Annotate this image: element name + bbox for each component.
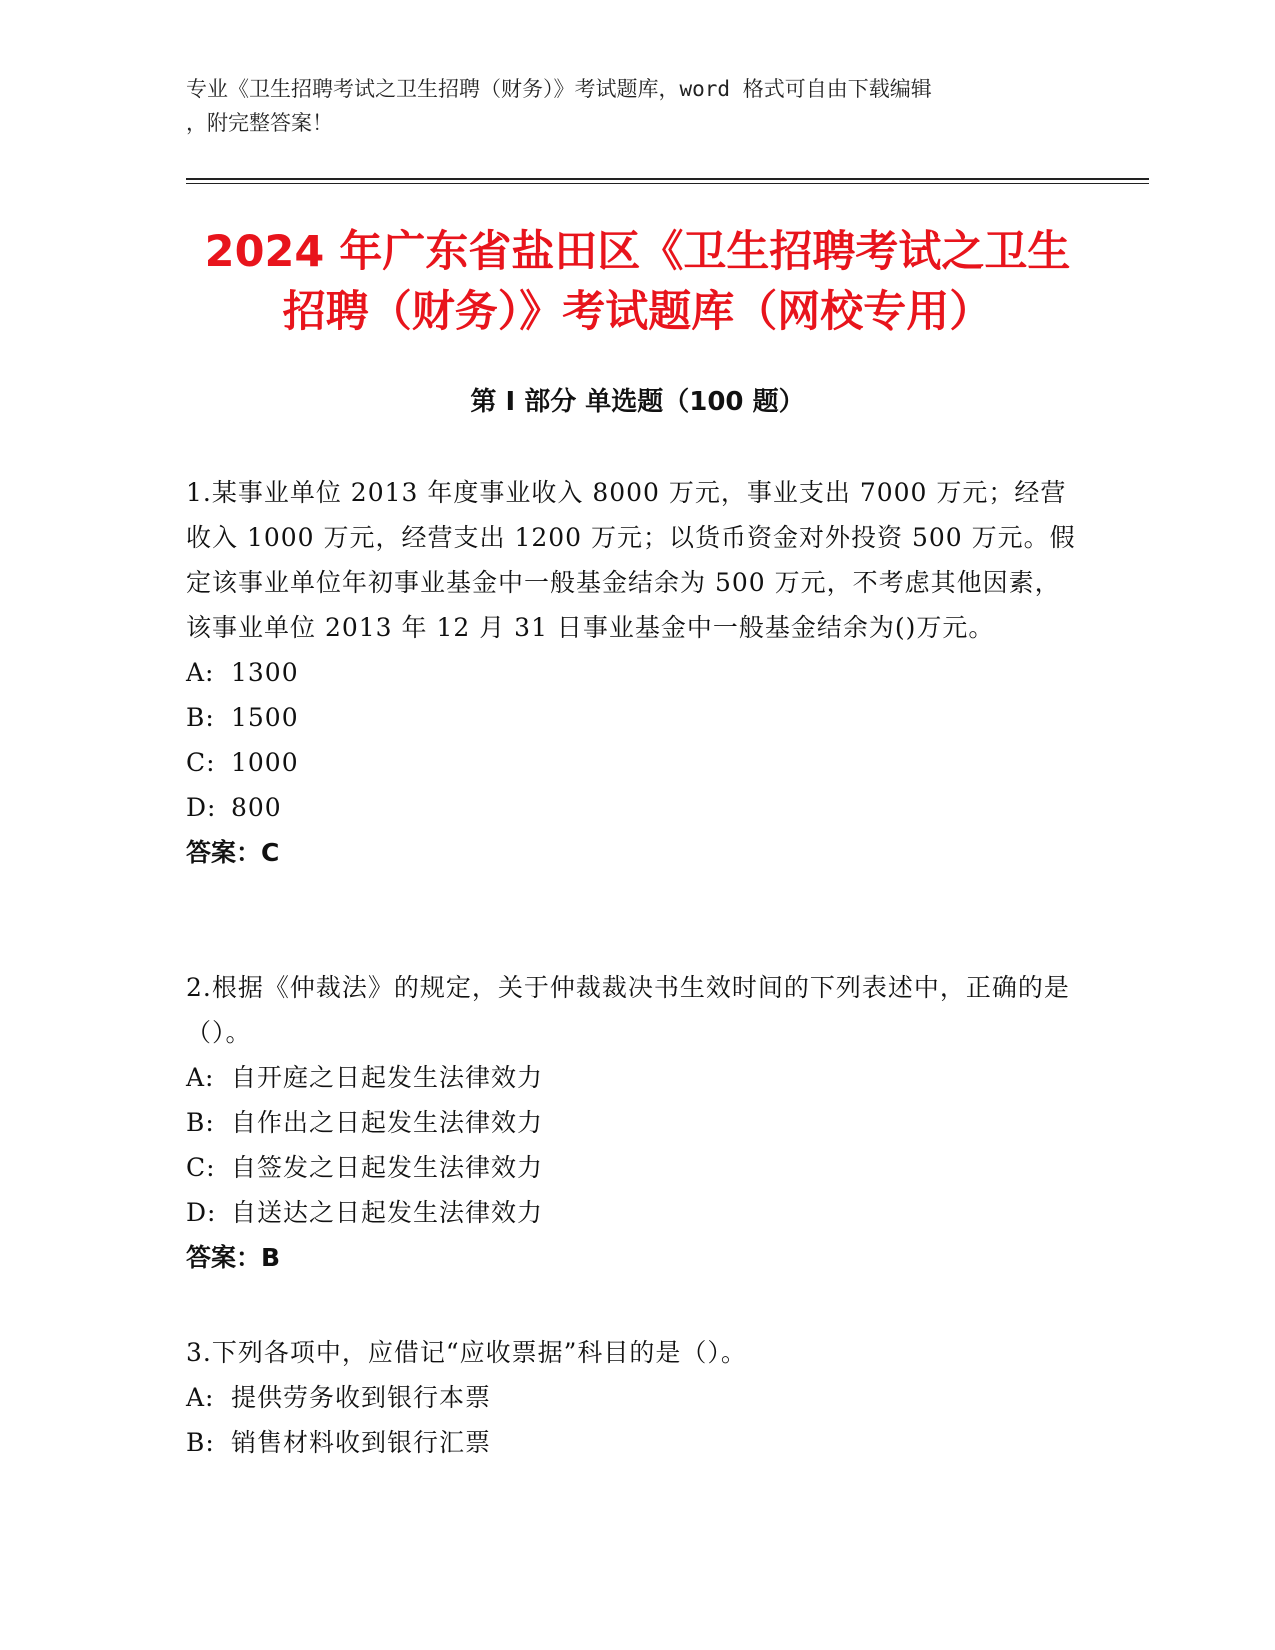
document-title [150, 222, 1125, 342]
option-key: A: [186, 1063, 215, 1092]
option-text: 自签发之日起发生法律效力 [231, 1153, 544, 1182]
option-key: B: [186, 703, 215, 732]
option-key: B: [186, 1108, 215, 1137]
question-1 [186, 470, 1076, 875]
option-key: A: [186, 1383, 215, 1412]
option-text: 1300 [231, 658, 299, 687]
option-c [186, 1145, 1076, 1190]
question-2 [186, 965, 1076, 1280]
answer-label: 答案：C [186, 838, 280, 867]
option-key: B: [186, 1428, 215, 1457]
document-title-line: 2024 年广东省盐田区《卫生招聘考试之卫生 [204, 227, 1071, 277]
option-a [186, 1055, 1076, 1100]
question-stem: 3.下列各项中，应借记“应收票据”科目的是（）。 [186, 1338, 747, 1367]
option-text: 自送达之日起发生法律效力 [231, 1198, 544, 1227]
header-note-line: 专业《卫生招聘考试之卫生招聘（财务）》考试题库，word 格式可自由下载编辑 [186, 77, 932, 101]
answer-label: 答案：B [186, 1243, 281, 1272]
option-key: C: [186, 1153, 216, 1182]
option-text: 1000 [231, 748, 299, 777]
question-stem: 2.根据《仲裁法》的规定，关于仲裁裁决书生效时间的下列表述中，正确的是（）。 [186, 973, 1070, 1047]
section-title: 第 I 部分 单选题（100 题） [470, 387, 805, 417]
option-text: 自作出之日起发生法律效力 [231, 1108, 544, 1137]
header-divider-thin [186, 183, 1149, 184]
header-divider [186, 178, 1149, 180]
option-key: C: [186, 748, 216, 777]
option-text: 提供劳务收到银行本票 [231, 1383, 492, 1412]
question-3 [186, 1330, 1076, 1465]
option-b [186, 1100, 1076, 1145]
option-b [186, 695, 1076, 740]
option-b [186, 1420, 1076, 1465]
option-a [186, 650, 1076, 695]
document-title-line: 招聘（财务）》考试题库（网校专用） [282, 287, 993, 337]
option-d [186, 1190, 1076, 1235]
option-key: A: [186, 658, 215, 687]
option-d [186, 785, 1076, 830]
option-key: D: [186, 793, 217, 822]
option-text: 销售材料收到银行汇票 [231, 1428, 492, 1457]
option-a [186, 1375, 1076, 1420]
header-note [186, 72, 1066, 140]
question-stem: 1.某事业单位 2013 年度事业收入 8000 万元，事业支出 7000 万元；经营收入 1000 万元，经营支出 1200 万元；以货币资金对外投资 500 万元。假定该事业单位年初事业基金中一般基金结余为 500 万元，不考虑其他因素，该事业单位 2013 年 12 月 31 日事业基金中一般基金结余为()万元。 [186, 478, 1076, 642]
header-note-line: ，附完整答案！ [186, 111, 333, 135]
option-text: 800 [231, 793, 282, 822]
option-text: 1500 [231, 703, 299, 732]
option-text: 自开庭之日起发生法律效力 [231, 1063, 544, 1092]
option-key: D: [186, 1198, 217, 1227]
option-c [186, 740, 1076, 785]
